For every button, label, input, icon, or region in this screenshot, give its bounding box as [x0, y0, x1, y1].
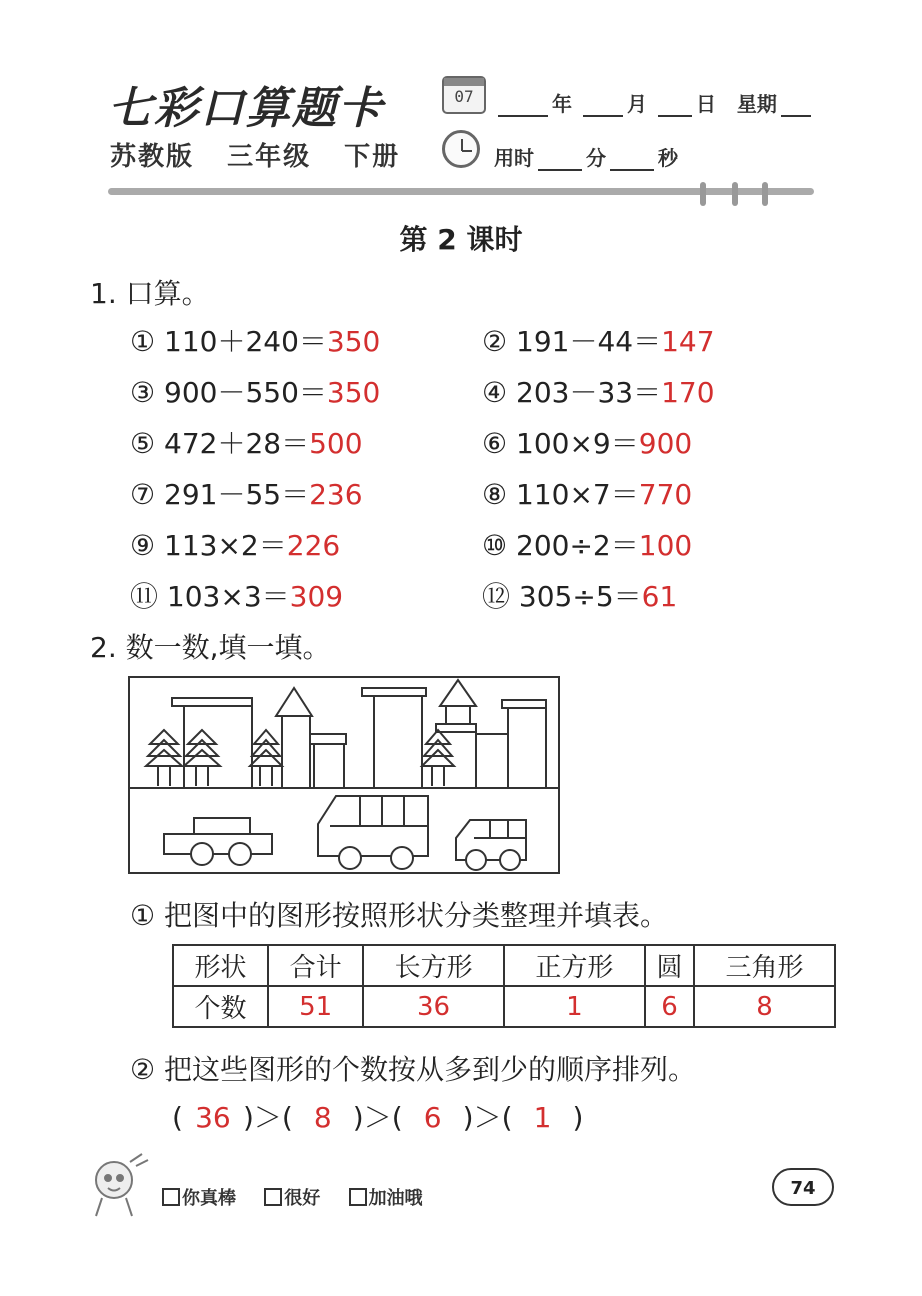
edition-volume: 下册 — [344, 142, 401, 172]
problem-5: ⑤ 472＋28＝500 — [130, 427, 363, 460]
time-fill-line — [494, 142, 678, 171]
table-header: 合计 — [268, 945, 363, 986]
problem-9: ⑨ 113×2＝226 — [130, 529, 341, 562]
problem-3: ③ 900－550＝350 — [130, 376, 381, 409]
problem-11: ⑪ 103×3＝309 — [130, 580, 344, 613]
answer-1: 350 — [326, 325, 381, 358]
self-rating — [162, 1184, 445, 1210]
answer-6: 900 — [638, 427, 693, 460]
divider-ornament — [700, 182, 706, 206]
checkbox-icon — [349, 1188, 367, 1206]
answer-5: 500 — [309, 427, 363, 460]
shapes-picture — [128, 676, 560, 874]
table-row — [173, 986, 835, 1027]
count-rectangle: 36 — [363, 986, 504, 1027]
problem-1: ① 110＋240＝350 — [130, 325, 381, 358]
count-total: 51 — [268, 986, 363, 1027]
answer-12: 61 — [641, 580, 678, 613]
answer-9: 226 — [286, 529, 341, 562]
answer-3: 350 — [326, 376, 381, 409]
problem-12: ⑫ 305÷5＝61 — [482, 580, 678, 613]
count-circle: 6 — [645, 986, 694, 1027]
table-header: 圆 — [645, 945, 694, 986]
minute-label: 分 — [586, 146, 606, 170]
divider-ornament — [762, 182, 768, 206]
divider-ornament — [732, 182, 738, 206]
day-label: 日 — [695, 92, 716, 116]
calendar-day: 07 — [454, 87, 474, 106]
order-1: 36 — [195, 1101, 231, 1134]
count-square: 1 — [504, 986, 645, 1027]
table-header: 正方形 — [504, 945, 645, 986]
answer-4: 170 — [661, 376, 715, 409]
tree-group — [146, 730, 454, 786]
edition-line — [110, 136, 422, 173]
problem-7: ⑦ 291－55＝236 — [130, 478, 363, 511]
table-header: 长方形 — [363, 945, 504, 986]
order-answer: ( 36 )＞( 8 )＞( 6 )＞( 1 ) — [172, 1101, 584, 1134]
month-label: 月 — [626, 92, 647, 116]
answer-2: 147 — [661, 325, 715, 358]
edition-publisher: 苏教版 — [110, 142, 195, 172]
answer-7: 236 — [309, 478, 363, 511]
problem-10: ⑩ 200÷2＝100 — [482, 529, 693, 562]
answer-11: 309 — [289, 580, 344, 613]
problem-4: ④ 203－33＝170 — [482, 376, 715, 409]
table-header: 三角形 — [694, 945, 835, 986]
second-label: 秒 — [658, 146, 678, 170]
order-3: 6 — [423, 1101, 442, 1134]
weekday-label: 星期 — [736, 92, 777, 116]
question-2-1: ① 把图中的图形按照形状分类整理并填表。 — [130, 899, 669, 932]
count-triangle: 8 — [694, 986, 835, 1027]
time-used-label: 用时 — [494, 146, 534, 170]
clock-icon — [442, 130, 480, 168]
problem-2: ② 191－44＝147 — [482, 325, 715, 358]
edition-grade: 三年级 — [227, 142, 312, 172]
order-2: 8 — [313, 1101, 332, 1134]
rating-option-keep-going[interactable]: 加油哦 — [349, 1188, 423, 1209]
table-header: 形状 — [173, 945, 268, 986]
answer-8: 770 — [638, 478, 693, 511]
brand-title: 七彩口算题卡 — [108, 83, 384, 134]
rating-option-good[interactable]: 很好 — [264, 1188, 320, 1209]
order-4: 1 — [533, 1101, 552, 1134]
shape-count-table — [172, 944, 836, 1028]
calendar-icon — [442, 76, 486, 114]
row-label: 个数 — [173, 986, 268, 1027]
rating-option-great[interactable]: 你真棒 — [162, 1188, 236, 1209]
section2-title: 2. 数一数,填一填。 — [90, 631, 331, 664]
lesson-title: 第 2 课时 — [399, 223, 523, 256]
question-2-2: ② 把这些图形的个数按从多到少的顺序排列。 — [130, 1053, 697, 1086]
date-fill-line — [494, 88, 815, 117]
section1-title: 1. 口算。 — [90, 277, 210, 310]
problem-8: ⑧ 110×7＝770 — [482, 478, 693, 511]
problem-6: ⑥ 100×9＝900 — [482, 427, 693, 460]
page-number: 74 — [772, 1168, 834, 1206]
mascot-icon — [84, 1150, 154, 1222]
table-header-row — [173, 945, 835, 986]
answer-10: 100 — [638, 529, 693, 562]
header-divider — [108, 188, 814, 195]
checkbox-icon — [162, 1188, 180, 1206]
checkbox-icon — [264, 1188, 282, 1206]
year-label: 年 — [552, 92, 572, 116]
